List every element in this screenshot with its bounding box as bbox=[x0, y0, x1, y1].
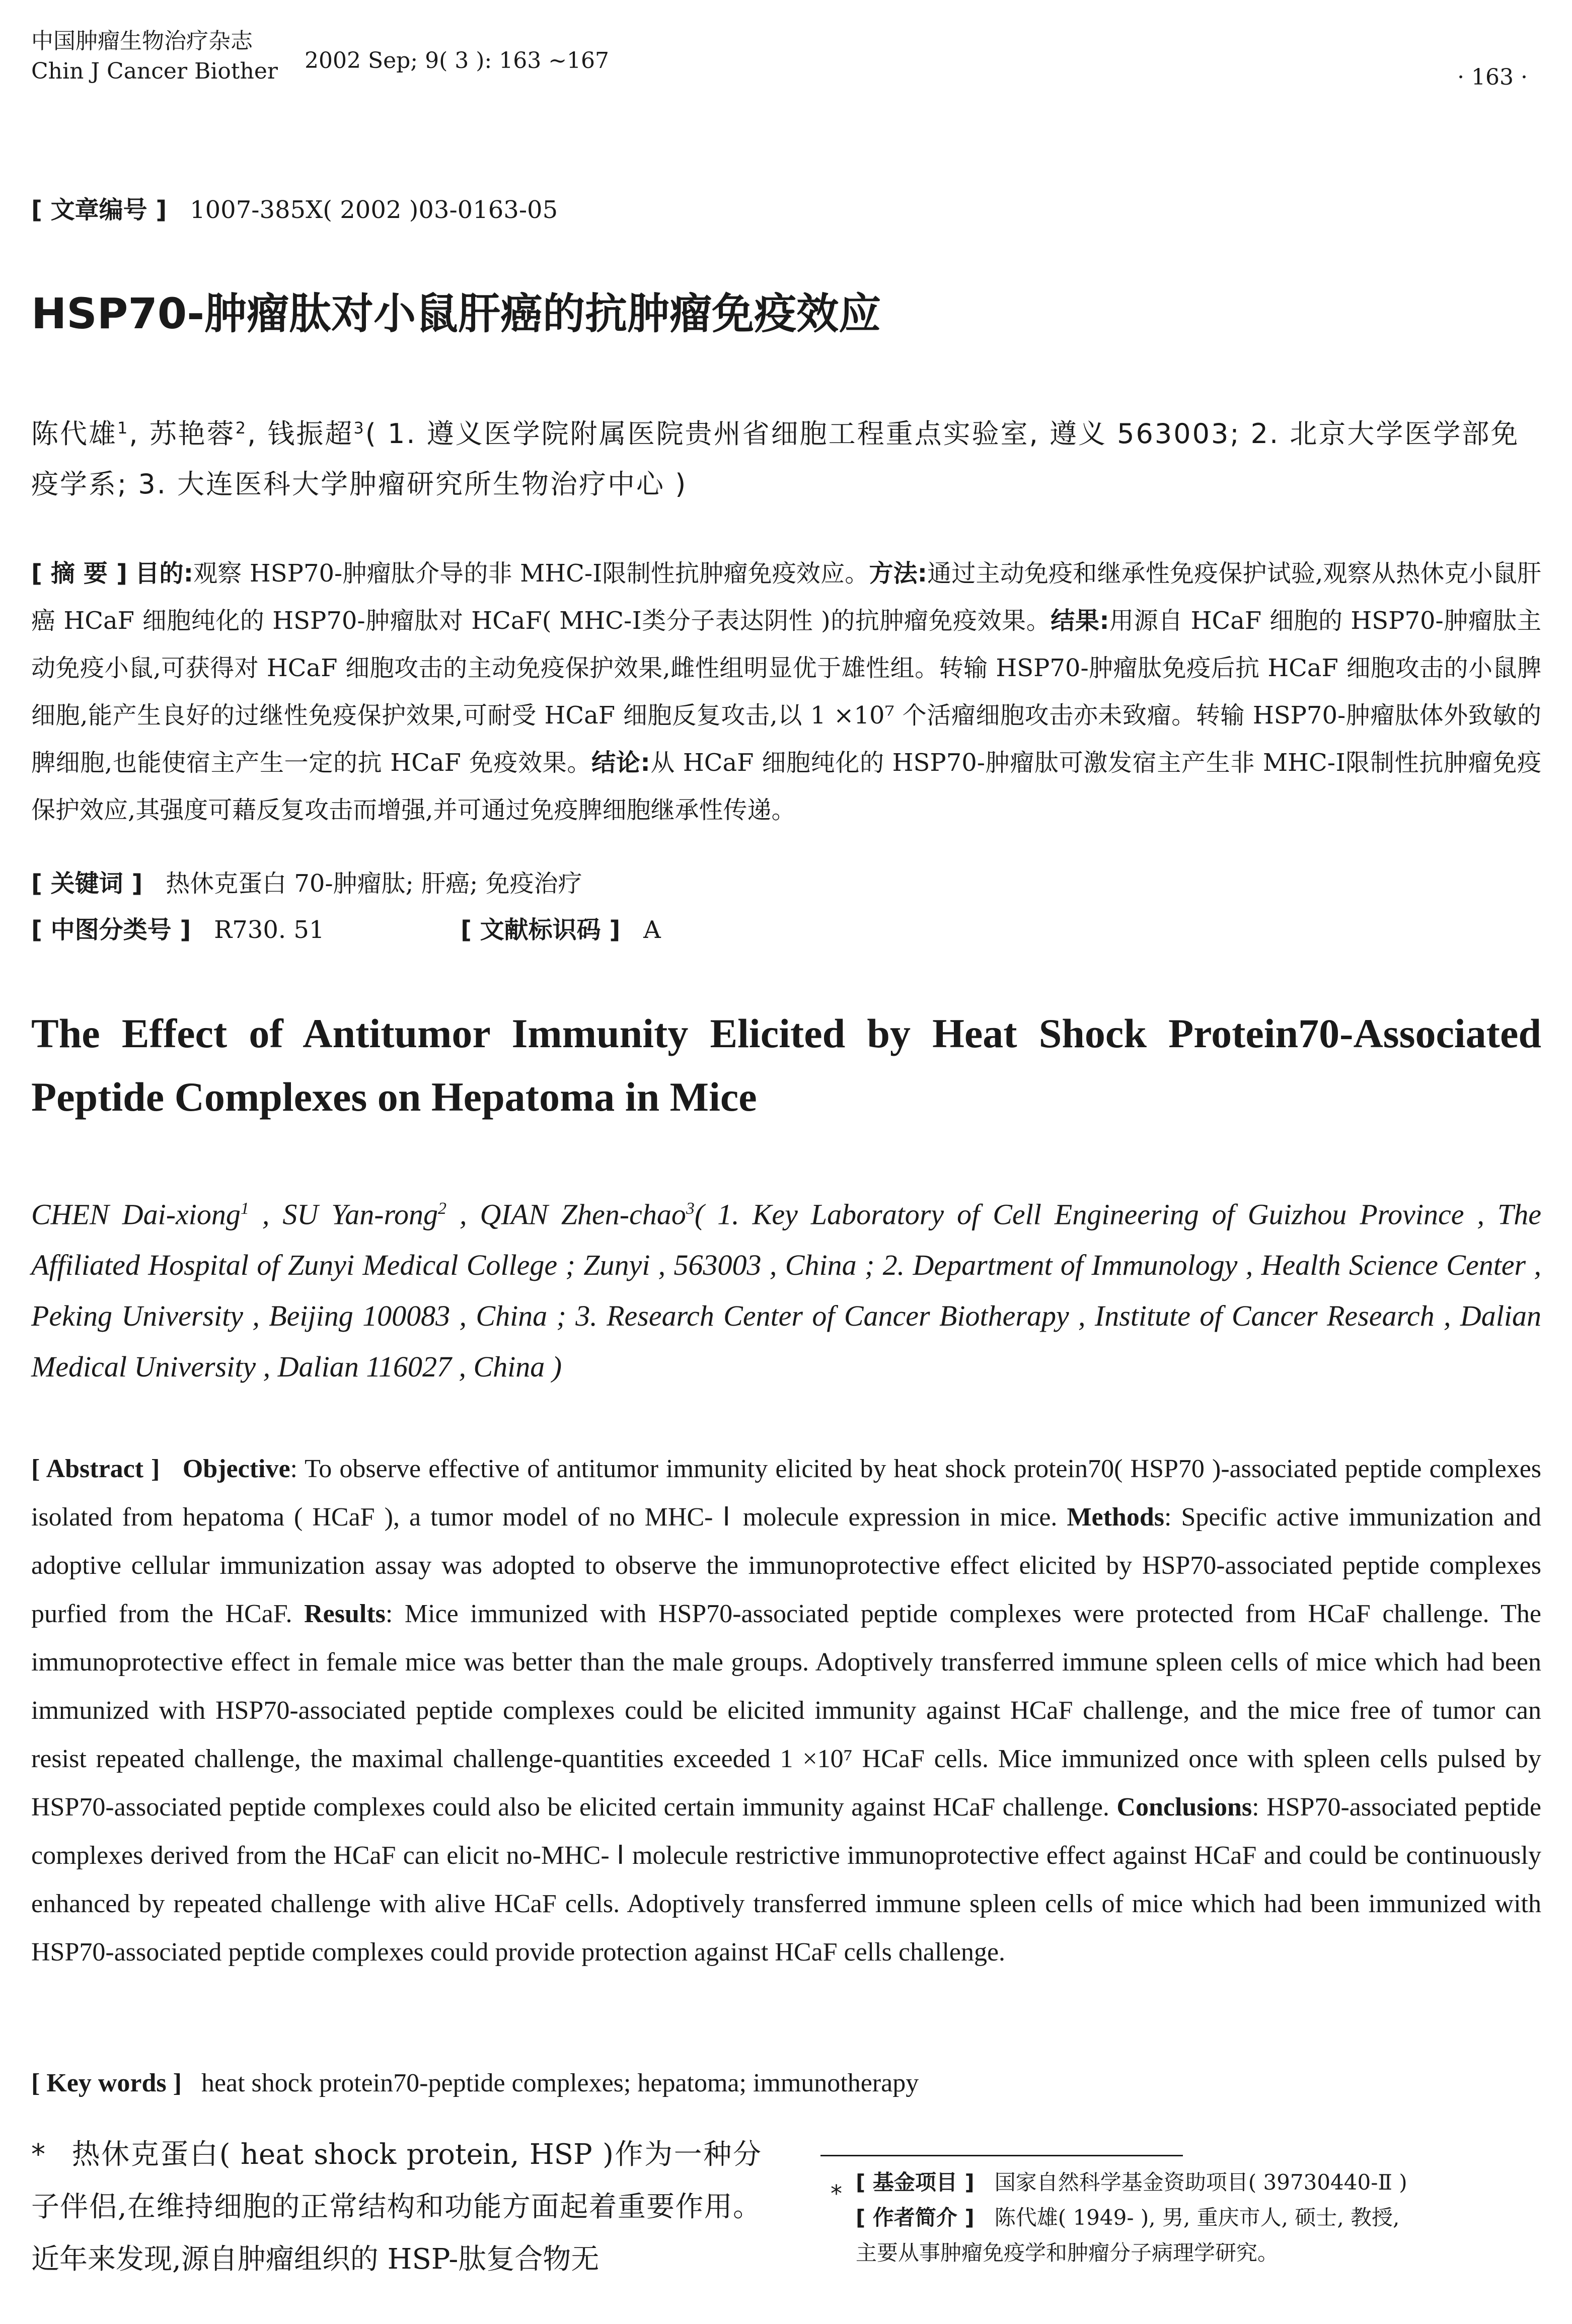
article-number-value: 1007-385X( 2002 )03-0163-05 bbox=[190, 196, 558, 224]
results-en-label: Results bbox=[304, 1600, 386, 1628]
classification bbox=[31, 910, 661, 945]
keywords-cn-value: 热休克蛋白 70-肿瘤肽; 肝癌; 免疫治疗 bbox=[166, 869, 582, 898]
authors-en: CHEN Dai-xiong$^1$ , SU Yan-rong$^2$ , QIAN Zhen-chao$^3$( 1. Key Laboratory of Cell Engineering of Guizhou Province , The Affiliated Hospital of Zunyi Medical College ; Zunyi , 563003 , China ; 2. Department of Immunology , Health Science Center , Peking University , Beijing 100083 , China ; 3. Research Center of Cancer Biotherapy , Institute of Cancer Research , Dalian Medical University , Dalian 116027 , China ) bbox=[31, 1198, 1542, 1384]
author-bio-value: 陈代雄( 1949- ), 男, 重庆市人, 硕士, 教授, bbox=[994, 2205, 1400, 2230]
author-cn-3: 钱振超 bbox=[267, 418, 354, 450]
results-cn-label: 结果: bbox=[1051, 607, 1109, 635]
title-cn: HSP70-肿瘤肽对小鼠肝癌的抗肿瘤免疫效应 bbox=[31, 289, 881, 338]
doc-code-label: [ 文献标识码 ] bbox=[460, 916, 621, 944]
footnote-divider bbox=[820, 2155, 1183, 2156]
author-cn-2-sup: 2 bbox=[235, 418, 248, 438]
author-cn-1: 陈代雄 bbox=[31, 418, 117, 450]
body-text bbox=[31, 2129, 761, 2286]
journal-name-cn: 中国肿瘤生物治疗杂志 bbox=[31, 28, 253, 54]
doc-code-value: A bbox=[643, 916, 661, 944]
article-number-label: [ 文章编号 ] bbox=[31, 196, 167, 224]
author-en-2: SU Yan-rong bbox=[282, 1198, 438, 1231]
abstract-en-label: [ Abstract ] bbox=[31, 1455, 160, 1483]
author-en-1: CHEN Dai-xiong bbox=[31, 1198, 241, 1231]
keywords-cn bbox=[31, 864, 582, 899]
running-header-journal bbox=[31, 26, 278, 87]
keywords-en-value: heat shock protein70-peptide complexes; hepatoma; immunotherapy bbox=[201, 2069, 919, 2097]
issue-info: 2002 Sep; 9( 3 ): 163 ~167 bbox=[305, 48, 610, 74]
objective-en: : To observe effective of antitumor immunity elicited by heat shock protein70( HSP70 )-associated peptide complexes isolated from hepatoma ( HCaF ), a tumor model of no MHC- Ⅰ molecule expression in mice. bbox=[31, 1455, 1542, 1532]
conclusion-cn: 从 HCaF 细胞纯化的 HSP70-肿瘤肽可激发宿主产生非 MHC-Ⅰ限制性抗肿瘤免疫保护效应,其强度可藉反复攻击而增强,并可通过免疫脾细胞继承性传递。 bbox=[31, 749, 1541, 824]
conclusions-en-label: Conclusions bbox=[1116, 1793, 1252, 1822]
methods-cn-label: 方法: bbox=[869, 559, 927, 588]
author-cn-1-sup: 1 bbox=[117, 418, 129, 438]
page-number: · 163 · bbox=[1457, 64, 1528, 90]
affiliations-cn: ( 1. 遵义医学院附属医院贵州省细胞工程重点实验室, 遵义 563003; 2. 北京大学医学部免疫学系; 3. 大连医科大学肿瘤研究所生物治疗中心 ) bbox=[31, 418, 1520, 500]
author-note-continued: 主要从事肿瘤免疫学和肿瘤分子病理学研究。 bbox=[856, 2240, 1279, 2265]
journal-name-en: Chin J Cancer Biother bbox=[31, 58, 278, 84]
author-cn-3-sup: 3 bbox=[353, 418, 365, 438]
results-en: : Mice immunized with HSP70-associated peptide complexes were protected from HCaF challenge. The immunoprotective effect in female mice was better than the male groups. Adoptively transferred immune spleen cells of mice which had been immunized with HSP70-associated peptide complexes could be elicited immunity against HCaF challenge, and the mice free of tumor can resist repeated challenge, the maximal challenge-quantities exceeded 1 ×10⁷ HCaF cells. Mice immunized once with spleen cells pulsed by HSP70-associated peptide complexes could also be elicited certain immunity against HCaF challenge. bbox=[31, 1600, 1541, 1822]
objective-en-label: Objective bbox=[182, 1455, 290, 1483]
body-paragraph: 热休克蛋白( heat shock protein, HSP )作为一种分子伴侣,在维持细胞的正常结构和功能方面起着重要作用。近年来发现,源自肿瘤组织的 HSP-肽复合物无 bbox=[31, 2138, 761, 2276]
author-en-3-sup: 3 bbox=[686, 1199, 695, 1218]
abstract-en bbox=[31, 1445, 1541, 1977]
methods-cn: 通过主动免疫和继承性免疫保护试验,观察从热休克小鼠肝癌 HCaF 细胞纯化的 HSP70-肿瘤肽对 HCaF( MHC-Ⅰ类分子表达阴性 )的抗肿瘤免疫效果。 bbox=[31, 559, 1541, 635]
fund-note bbox=[856, 2165, 1550, 2200]
abstract-cn bbox=[31, 550, 1541, 834]
abstract-cn-label: [ 摘 要 ] bbox=[31, 559, 127, 588]
author-en-3: QIAN Zhen-chao bbox=[480, 1198, 686, 1231]
author-note bbox=[856, 2200, 1550, 2235]
author-cn-2: 苏艳蓉 bbox=[149, 418, 236, 450]
methods-en: : Specific active immunization and adoptive cellular immunization assay was adopted to observe the immunoprotective effect elicited by HSP70-associated peptide complexes purfied from the HCaF. bbox=[31, 1503, 1541, 1628]
article-number bbox=[31, 190, 558, 225]
body-marker: * bbox=[31, 2138, 45, 2171]
keywords-en-label: [ Key words ] bbox=[31, 2069, 182, 2097]
fund-value: 国家自然科学基金资助项目( 39730440-Ⅱ ) bbox=[994, 2170, 1407, 2195]
methods-en-label: Methods bbox=[1067, 1503, 1165, 1532]
footnotes bbox=[831, 2165, 1550, 2271]
results-cn: 用源自 HCaF 细胞的 HSP70-肿瘤肽主动免疫小鼠,可获得对 HCaF 细胞攻击的主动免疫保护效果,雌性组明显优于雄性组。转输 HSP70-肿瘤肽免疫后抗 HCaF 细胞攻击的小鼠脾细胞,能产生良好的过继性免疫保护效果,可耐受 HCaF 细胞反复攻击,以 1 ×10⁷ 个活瘤细胞攻击亦未致瘤。转输 HSP70-肿瘤肽体外致敏的脾细胞,也能使宿主产生一定的抗 HCaF 免疫效果。 bbox=[31, 607, 1541, 777]
clc-value: R730. 51 bbox=[214, 916, 325, 944]
author-en-1-sup: 1 bbox=[240, 1199, 249, 1218]
objective-cn-label: 目的: bbox=[135, 559, 193, 588]
conclusions-en: : HSP70-associated peptide complexes derived from the HCaF can elicit no-MHC- Ⅰ molecule restrictive immunoprotective effect against HCaF and could be continuously enhanced by repeated challenge with alive HCaF cells. Adoptively transferred immune spleen cells of mice which had been immunized with HSP70-associated peptide complexes could provide protection against HCaF cells challenge. bbox=[31, 1793, 1542, 1967]
author-en-2-sup: 2 bbox=[437, 1199, 446, 1218]
conclusion-cn-label: 结论: bbox=[591, 749, 650, 777]
author-bio-label: [ 作者简介 ] bbox=[856, 2205, 975, 2230]
keywords-en bbox=[31, 2068, 919, 2098]
clc-label: [ 中图分类号 ] bbox=[31, 916, 191, 944]
title-en: The Effect of Antitumor Immunity Elicited by Heat Shock Protein70-Associated Peptide Complexes on Hepatoma in Mice bbox=[31, 1010, 1541, 1120]
fund-label: [ 基金项目 ] bbox=[856, 2170, 975, 2195]
authors-cn: 陈代雄$^1$, 苏艳蓉$^2$, 钱振超$^3$( 1. 遵义医学院附属医院贵州省细胞工程重点实验室, 遵义 563003; 2. 北京大学医学部免疫学系; 3. 大连医科大学肿瘤研究所生物治疗中心 ) bbox=[31, 418, 1520, 500]
keywords-cn-label: [ 关键词 ] bbox=[31, 869, 143, 898]
affiliations-en: ( 1. Key Laboratory of Cell Engineering of Guizhou Province , The Affiliated Hospital of Zunyi Medical College ; Zunyi , 563003 , China ; 2. Department of Immunology , Health Science Center , Peking University , Beijing 100083 , China ; 3. Research Center of Cancer Biotherapy , Institute of Cancer Research , Dalian Medical University , Dalian 116027 , China ) bbox=[31, 1198, 1542, 1384]
objective-cn: 观察 HSP70-肿瘤肽介导的非 MHC-Ⅰ限制性抗肿瘤免疫效应。 bbox=[193, 559, 869, 588]
footnote-marker: * bbox=[831, 2180, 842, 2207]
